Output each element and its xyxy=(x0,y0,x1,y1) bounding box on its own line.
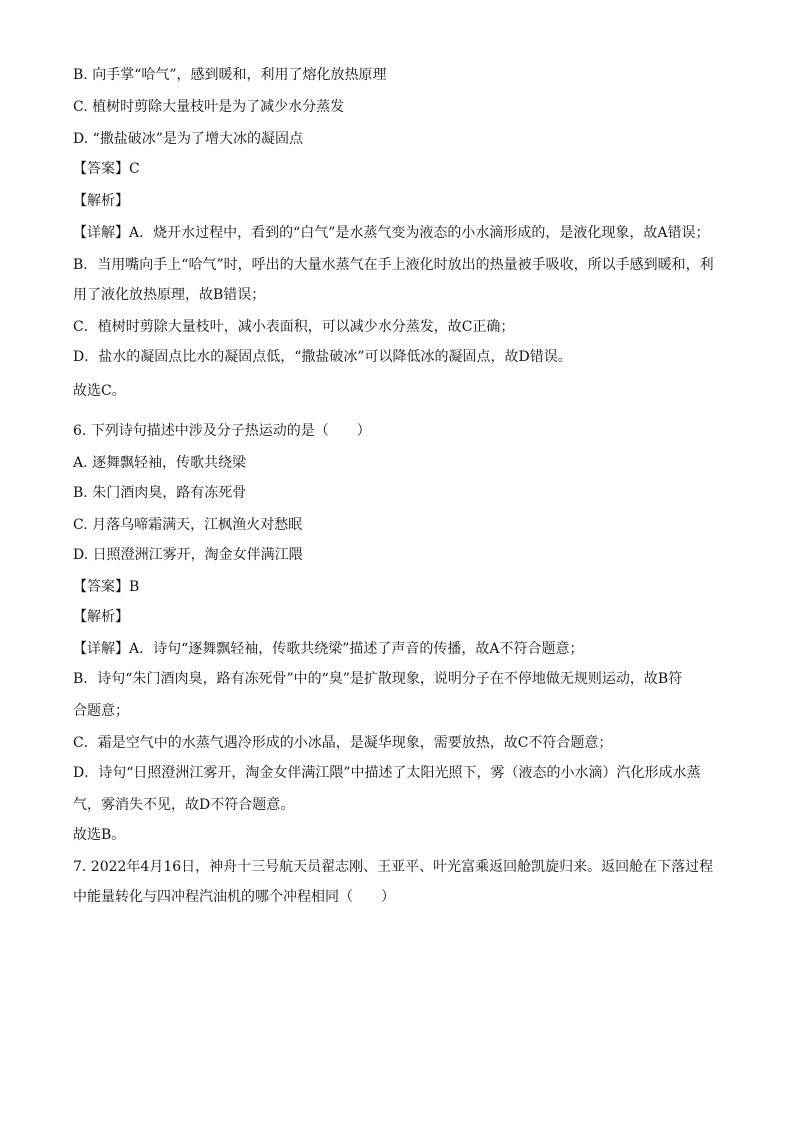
explanation-q6-b-1: B．诗句“朱门酒肉臭，路有冻死骨”中的“臭”是扩散现象，说明分子在不停地做无规则运动，故B符 xyxy=(73,671,683,687)
option-d-q6: D. 日照澄洲江雾开，淘金女伴满江隈 xyxy=(73,547,303,563)
question-7-line-2: 中能量转化与四冲程汽油机的哪个冲程相同（ ） xyxy=(73,889,395,905)
explanation-q5-a: 【详解】A．烧开水过程中，看到的“白气”是水蒸气变为液态的小水滴形成的，是液化现象，故A错误； xyxy=(73,225,710,241)
option-a-q6: A. 逐舞飘轻袖，传歌共绕梁 xyxy=(73,455,247,471)
option-b-q6: B. 朱门酒肉臭，路有冻死骨 xyxy=(73,485,247,501)
answer-q5: 【答案】C xyxy=(73,161,140,177)
explanation-q5-b-1: B．当用嘴向手上“哈气”时，呼出的大量水蒸气在手上液化时放出的热量被手吸收，所以手感到暖和，利 xyxy=(73,257,714,273)
analysis-heading-q5: 【解析】 xyxy=(73,193,129,209)
explanation-q6-d-2: 气，雾消失不见，故D不符合题意。 xyxy=(73,797,295,813)
option-d-q5: D. “撒盐破冰”是为了增大冰的凝固点 xyxy=(73,131,303,147)
option-b-q5: B. 向手掌“哈气”，感到暖和，利用了熔化放热原理 xyxy=(73,67,387,83)
explanation-q5-c: C．植树时剪除大量枝叶，减小表面积，可以减少水分蒸发，故C正确； xyxy=(73,319,515,335)
analysis-heading-q6: 【解析】 xyxy=(73,609,129,625)
conclusion-q6: 故选B。 xyxy=(73,827,126,843)
option-c-q5: C. 植树时剪除大量枝叶是为了减少水分蒸发 xyxy=(73,99,345,115)
explanation-q5-b-2: 用了液化放热原理，故B错误； xyxy=(73,287,266,303)
explanation-q5-d: D．盐水的凝固点比水的凝固点低，“撒盐破冰”可以降低冰的凝固点，故D错误。 xyxy=(73,349,572,365)
explanation-q6-a: 【详解】A．诗句“逐舞飘轻袖，传歌共绕梁”描述了声音的传播，故A不符合题意； xyxy=(73,641,584,657)
explanation-q6-c: C．霜是空气中的水蒸气遇冷形成的小冰晶，是凝华现象，需要放热，故C不符合题意； xyxy=(73,735,613,751)
explanation-q6-d-1: D．诗句“日照澄洲江雾开，淘金女伴满江隈”中描述了太阳光照下，雾（液态的小水滴）汽化形成水蒸 xyxy=(73,765,701,781)
conclusion-q5: 故选C。 xyxy=(73,383,126,399)
question-7-line-1: 7. 2022年4月16日，神舟十三号航天员翟志刚、王亚平、叶光富乘返回舱凯旋归来。返回舱在下落过程 xyxy=(73,859,714,875)
explanation-q6-b-2: 合题意； xyxy=(73,703,129,719)
answer-q6: 【答案】B xyxy=(73,579,140,595)
option-c-q6: C. 月落乌啼霜满天，江枫渔火对愁眠 xyxy=(73,517,303,533)
question-6: 6. 下列诗句描述中涉及分子热运动的是（ ） xyxy=(73,423,371,439)
